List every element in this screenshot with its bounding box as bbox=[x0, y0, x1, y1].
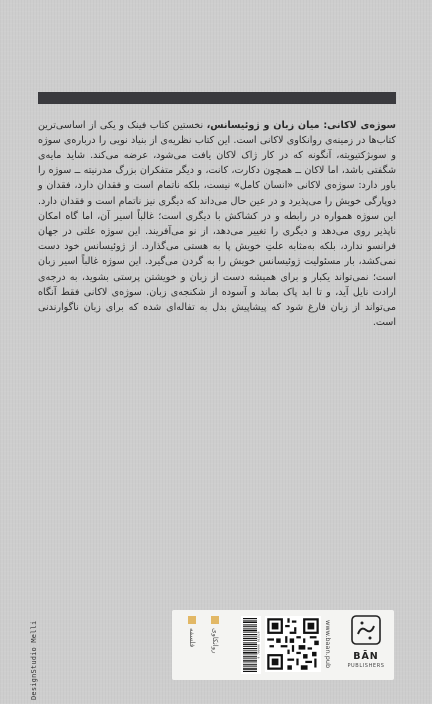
isbn-barcode bbox=[241, 616, 261, 674]
publisher-logo-icon bbox=[350, 614, 382, 646]
category-label: روانکاوی bbox=[211, 628, 219, 654]
top-bar bbox=[38, 92, 396, 104]
publisher-url: www.baan.pub bbox=[324, 620, 332, 669]
blurb-lead: سوژه‌ی لاکانی: میان زبان و ژوئیسانس، bbox=[206, 119, 396, 131]
publisher-subtitle: PUBLISHERS bbox=[347, 663, 385, 669]
book-blurb bbox=[38, 118, 396, 331]
designer-credit: DesignStudio Melli bbox=[30, 620, 38, 700]
qr-code bbox=[265, 616, 321, 672]
category-square bbox=[211, 616, 219, 624]
publisher-name: BĀN bbox=[353, 651, 379, 662]
isbn-digits: 9 786006 932526 bbox=[256, 631, 261, 659]
category-square bbox=[188, 616, 196, 624]
category-label: فلسفه bbox=[188, 628, 196, 648]
category-philosophy bbox=[184, 616, 200, 676]
category-psychoanalysis bbox=[207, 616, 223, 676]
blurb-body: نخستین کتاب فینک و یکی از اساسی‌ترین کتاب‌ها در زمینه‌ی روانکاوی لاکانی است. این کتاب نظریه‌ی از بنیاد نویی را درباره‌ی سوژه و سوبژکتیویته، آنگونه که در کار ژاک لاکان یافت می‌شود، عرضه می‌کند. شاید مایه‌ی شگفتی باشد، اما لاکان ــ همچون دکارت، کانت، و دیگر متفکران بزرگ مدرنیته ــ سوژه را باور دارد: سوژه‌ی لاکانی «انسان کامل» نیست، بلکه ناتمام است و فقدان دارد، فقدان و دوپارگی خویش را می‌پذیرد و در عین حال می‌داند که دیگری نیز ناتمام است و فقدان دارد. این سوژه همواره در رابطه و در کشاکش با دیگری است؛ غالباً اسیر آن، اما گاه امکان ناپذیر روی می‌دهد و دیگری را تغییر می‌دهد، از نو می‌آفریند. این سوژه علتی در جهان فرانسو ندارد، بلکه به‌مثابه علتِ خویش پا به هستی می‌گذارد. از ژوئیسانس خود دست نمی‌کشد، بار مسئولیت ژوئیسانس خویش را به گردن می‌گیرد. این سوژه غالباً اسیر زبان است؛ نمی‌تواند یکبار و برای همیشه دست از زبان و خویشتن پرستی بشوید، به درجه‌ی ارادت نایل آید، و تا ابد پاک بماند و آسوده از شکنجه‌ی زبان. سوژه‌ی لاکانی فقط آنگاه می‌تواند از زبان فارغ شود که پیشاپیش بدل به تفاله‌ای شده که برای زبان ناگوارندنی است. bbox=[38, 119, 396, 329]
